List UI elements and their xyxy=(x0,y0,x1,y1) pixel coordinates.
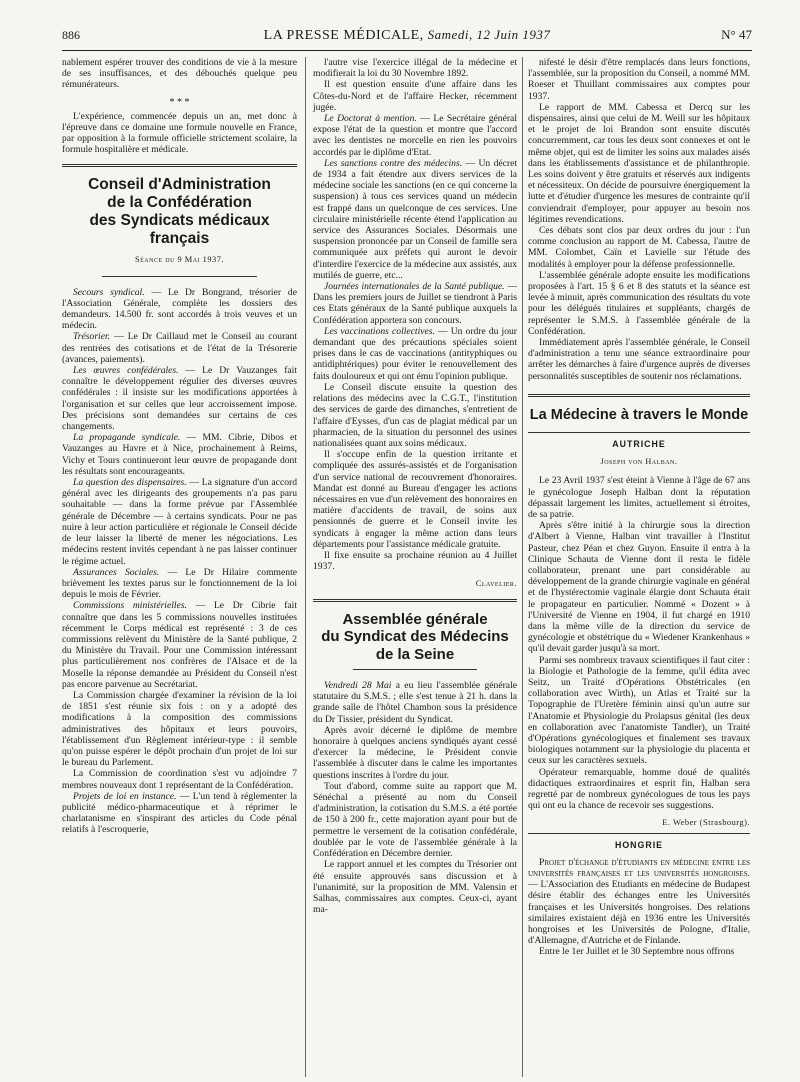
paragraph xyxy=(313,725,517,781)
paragraph-lead: Les œuvres confédérales. xyxy=(73,365,179,377)
paragraph-lead: Commissions ministérielles. xyxy=(73,600,187,612)
paragraph xyxy=(62,768,297,790)
paragraph-text: La Commission chargée d'examiner la révision de la loi de 1851 s'est réunie six fois : on y a adopté des modifications à la composition des commissions administratives des hôpitaux et leurs pouvoirs, l'établissement d'un Règlement intérieur-type : il semble qu'on puisse espérer le dépôt prochain d'un projet de loi sur le bureau du Parlement. xyxy=(62,689,297,769)
paragraph-text: — L'un tend à réglementer la publicité médico-pharmaceutique et à réprimer le charlatanisme en s'inspirant des articles du Code pénal relatifs à l'escroquerie, xyxy=(62,790,297,836)
paragraph xyxy=(62,791,297,836)
paragraph xyxy=(313,326,517,382)
paragraph-lead: Projet d'échange d'étudiants en médecine entre les universités françaises et les universités hongroises. xyxy=(528,856,750,879)
paragraph-lead: La question des dispensaires. xyxy=(73,477,187,489)
section-title-assemblee xyxy=(313,611,517,664)
paragraph-text: Le Conseil discute ensuite la question des relations des médecins avec la C.G.T., l'institution des services de garde des dimanches, s'entretient de l'affaire d'Eysses, d'un cas de plagiat médical par un pharmacien, de la situation du personnel des usines nationalisées quant aux soins médicaux. xyxy=(313,381,517,449)
column-rule xyxy=(305,57,306,1077)
paragraph-text: — Dans les premiers jours de Juillet se tiendront à Paris ces Etats généraux de la Santé publique auxquels la Confédération apportera son concours. xyxy=(313,281,517,326)
paragraph-lead: Trésorier. xyxy=(73,331,111,343)
paragraph xyxy=(313,57,517,79)
double-rule xyxy=(62,164,297,167)
paragraph xyxy=(62,690,297,768)
country-heading: AUTRICHE xyxy=(612,438,666,449)
paragraph xyxy=(313,680,517,725)
rule xyxy=(528,432,750,433)
paragraph-lead: Le Doctorat à mention. xyxy=(324,113,417,125)
paragraph-text: Le 23 Avril 1937 s'est éteint à Vienne à l'âge de 67 ans le gynécologue Joseph Halban dont la réputation dépassait largement les limites, actuellement si étroites, de sa patrie. xyxy=(528,475,750,520)
paragraph-text: a eu lieu l'assemblée générale statutaire du S.M.S. ; elle s'est tenue à 21 h. dans la grande salle de l'hôtel Chambon sous la présidence du Dr Tissier, président du Syndicat. xyxy=(313,680,517,725)
title-line: du Syndicat des Médecins xyxy=(321,628,509,646)
paragraph-lead: Les vaccinations collectives. xyxy=(324,325,435,337)
paragraph-text: Le rapport annuel et les comptes du Trésorier ont été ensuite approuvés sans discussion et à l'unanimité, sur la proposition de MM. Valensin et Salhas, commissaires aux comptes. Ceux-ci, ayant ma- xyxy=(313,859,517,916)
paragraph-text: — MM. Cibrie, Dibos et Vauzanges au Havre et à Nice, prochainement à Reims, Vichy et Tours continueront leur œuvre de propagande dont les résultats sont encourageants. xyxy=(62,432,297,477)
paragraph xyxy=(62,365,297,432)
conseil-body xyxy=(62,287,297,836)
paragraph-text: — Le Dr Bongrand, trésorier de l'Association Générale, complète les dossiers des demandeurs. 14.500 fr. sont accordés à trois veuves et un médecin. xyxy=(62,286,297,332)
paragraph-text: — Le Secrétaire général expose l'état de la question et montre que l'accord avec les dentistes ne morcelle en rien les pouvoirs accordés par le diplôme d'Etat. xyxy=(313,113,517,158)
page-header xyxy=(62,24,752,51)
paragraph xyxy=(62,287,297,332)
hongrie-body xyxy=(528,857,750,958)
paragraph xyxy=(528,520,750,654)
paragraph-text: — Le Dr Vauzanges fait connaître le développement régulier des diverses œuvres confédérales : il insiste sur les modifications apportées à l'organisation et sur celles que leur accroissement impose. Des précisions sont demandées sur certains de ces changements. xyxy=(62,365,297,433)
paragraph-text: Après s'être initié à la chirurgie sous la direction d'Albert à Vienne, Halban vint travailler à l'Institut Pasteur, chez Péan et chez Guyon. Ensuite il entra à la Clinique Schauta de Vienne dont il resta le fidèle collaborateur, prenant une part considérable au développement de la grande chirurgie vaginale en général et de l'hystérectomie vaginale élargie dont Schauta était le propagateur en particulier. Nommé « Dozent » à l'Université de Vienne en 1904, il fut chargé en 1910 dans la même ville de la direction du service de gynécologie et obstétrique du « Wiedener Krankenhaus » qu'il devait garder jusqu'à sa mort. xyxy=(528,520,750,655)
paragraph-lead: La propagande syndicale. xyxy=(73,432,181,444)
paragraph-text: — La signature d'un accord général avec les dirigeants des groupements n'a pas paru souhaitable — dans la forme prévue par l'Assemblée générale de Décembre — à certains syndicats. Pour ne pas nuire à leur action particulière et régionale le Conseil décide de leur laisser la liberté de mener les négociations. Les médecins restent invités cependant à ne pas laisser continuer le régime actuel. xyxy=(62,477,297,567)
paragraph-text: Ces débats sont clos par deux ordres du jour : l'un comme conclusion au rapport de M. Cabessa, l'autre de MM. Colombet, Caïn et Lavielle sur l'étude des modalités à employer pour la défense professionnelle. xyxy=(528,225,750,270)
paragraph-text: Le rapport de MM. Cabessa et Dercq sur les dispensaires, ainsi que celui de M. Weill sur les hôpitaux et le projet de loi Brandon sont ensuite discutés concurremment, car tous les deux sont connexes et ont le même objet, qui est de limiter les soins aux malades aisés dans les établissements d'assistance et de philanthropie. Les soins doivent y être gratuits et réservés aux indigents et nécessiteux. On décide de poursuivre énergiquement la lutte et d'étudier d'urgence les mesures de contrainte qu'il conviendrait d'employer, pour appuyer au besoin nos légitimes revendications. xyxy=(528,101,750,225)
paragraph xyxy=(313,449,517,550)
paragraph xyxy=(313,79,517,113)
paragraph-text: L'assemblée générale adopte ensuite les modifications proposées à l'art. 15 § 6 et 8 des statuts et la séance est levée à minuit, après communication des résultats du vote pour les délégués titulaires et suppléants, chargés de représenter le S.M.S. à l'assemblée générale de la Confédération. xyxy=(528,269,750,337)
signature: E. Weber (Strasbourg). xyxy=(662,818,750,828)
paragraph-text: — Le Dr Caillaud met le Conseil au courant des rentrées des cotisations et de l'état de la Trésorerie (avances, paiements). xyxy=(62,331,297,365)
paragraph xyxy=(528,475,750,520)
double-rule xyxy=(528,394,750,397)
paragraph-text: — Un ordre du jour demandant que des précautions spéciales soient prises dans le cas de vaccinations (antityphiques ou antidiphtériques) pour éviter le renouvellement des faits douloureux et qui ont ému l'opinion publique. xyxy=(313,325,517,382)
paragraph-text: — L'Association des Etudiants en médecine de Budapest désire établir des échanges entre les Universités françaises et les Universités hongroises. Des relations similaires existaient déjà en 1936 entre les Universités hongroises et les Universités de Pologne, d'Italie, d'Allemagne, d'Autriche et de Finlande. xyxy=(528,879,750,947)
signature: Clavelier. xyxy=(475,579,517,589)
double-rule xyxy=(313,599,517,602)
paragraph xyxy=(528,57,750,102)
country-heading: HONGRIE xyxy=(614,839,664,850)
issue-number: N° 47 xyxy=(721,27,752,42)
paragraph xyxy=(528,270,750,337)
assemblee-body-continued xyxy=(528,57,750,382)
paragraph xyxy=(528,102,750,225)
assemblee-body xyxy=(313,680,517,915)
paragraph xyxy=(313,382,517,449)
paragraph-text: Entre le 1er Juillet et le 30 Septembre nous offrons xyxy=(539,946,735,958)
column-3 xyxy=(528,57,750,958)
column-2 xyxy=(313,57,517,915)
paragraph xyxy=(313,550,517,572)
paragraph-text: Après avoir décerné le diplôme de membre honoraire à quelques anciens syndiqués ayant cessé d'exercer la médecine, le Président convie l'assemblée à discuter dans le calme les importantes questions inscrites à l'ordre du jour. xyxy=(313,724,517,781)
paragraph-lead: Journées internationales de la Santé publique. xyxy=(324,281,505,293)
paragraph-text: Tout d'abord, comme suite au rapport que M. Sénéchal a présenté au nom du Conseil d'administration, la cotisation du S.M.S. a été portée de 150 à 200 fr., cette majoration ayant pour but de permettre le versement de la cotisation confédérale, doublée par le vote de l'assemblée générale à la Confédération en Décembre dernier. xyxy=(313,780,517,860)
paragraph-text: Il s'occupe enfin de la question irritante et compliquée des assurés-assistés et de l'organisation d'un service national de recouvrement d'honoraires. Mandat est donné au Bureau d'engager les actions nécessaires en vue d'un relèvement des honoraires en matière d'accidents de travail, de soins aux pensionnés de guerre et le Conseil invite les syndicats à engager la même action dans leurs départements pour l'assistance médicale gratuite. xyxy=(313,449,517,550)
experience-paragraph: L'expérience, commencée depuis un an, met donc à l'épreuve dans ce domaine une formule nouvelle en France, par opposition à la formule officielle strictement scolaire, la formule hospitalière et médicale. xyxy=(62,110,297,156)
paragraph xyxy=(528,337,750,382)
paragraph xyxy=(62,432,297,477)
title-line: des Syndicats médicaux français xyxy=(89,212,270,248)
separator-stars: * * * xyxy=(169,96,190,108)
paragraph xyxy=(313,113,517,158)
autriche-body xyxy=(528,475,750,811)
title-line: de la Seine xyxy=(375,645,455,663)
paragraph xyxy=(62,331,297,365)
paragraph-text: Parmi ses nombreux travaux scientifiques il faut citer : la Biologie et Pathologie de la femme, qu'il édita avec Seitz, un Traité d'Opérations Obstétricales (en collaboration avec Wirth), un Atlas et Traité sur la Topographie de l'Uretère féminin ainsi qu'un autre sur l'Anatomie et Physiologie du Prolapsus génital (les deux en collaboration avec l'anatomiste Tandler), un Traité d'Opérations gynécologiques et finalement ses travaux biologiques notamment sur la physiologie du placenta et ceux sur les caractères sexuels. xyxy=(528,654,750,767)
title-line: Conseil d'Administration xyxy=(88,176,271,194)
paragraph xyxy=(313,281,517,326)
paragraph-lead: Assurances Sociales. xyxy=(73,566,160,578)
paragraph-text: — Un décret de 1934 a fait étendre aux divers services de la médecine sociale les sanctions (en ce qui concerne la suspension) à tous ces services quand un médecin est frappé dans un quelconque de ces services. Une circulaire ministérielle récente étend l'application au service des Assurances Sociales. Désormais une suspension prononcée par un Conseil de famille sera communiquée aux préfets qui auront le devoir d'interdire l'exercice de la médecine aux assistés, aux mutilés de guerre, etc... xyxy=(313,157,518,281)
paragraph xyxy=(62,600,297,690)
column-rule xyxy=(522,57,523,1077)
journal-title xyxy=(62,27,752,44)
issue-date: Samedi, 12 Juin 1937 xyxy=(427,27,551,42)
paragraph xyxy=(528,946,750,957)
journal-name: LA PRESSE MÉDICALE, xyxy=(263,28,424,43)
paragraph-text: Il fixe ensuite sa prochaine réunion au 4 Juillet 1937. xyxy=(313,549,517,573)
paragraph-lead: Projets de loi en instance. xyxy=(73,790,177,802)
paragraph-text: La Commission de coordination s'est vu adjoindre 7 membres nouveaux dont 1 représentant de la Confédération. xyxy=(62,768,297,791)
paragraph-text: — Le Dr Hilaire commente brièvement les textes parus sur le fonctionnement de la loi depuis le mois de Février. xyxy=(62,566,297,601)
paragraph xyxy=(62,567,297,601)
paragraph-text: — Le Dr Cibrie fait connaître que dans les 5 commissions nouvelles instituées récemment le Corps médical est représenté : 3 de ces commissions relèvent du Ministère de la Santé publique, 2 du Ministère du Travail. Pour une Commission intéressant plus particulièrement nos confrères de l'Alsace et de la Moselle la réponse demandée au Président du Conseil n'est pas encore parvenue au Secrétariat. xyxy=(62,600,298,690)
paragraph-text: l'autre vise l'exercice illégal de la médecine et modifierait la loi du 30 Novembre 1892. xyxy=(313,57,517,80)
paragraph-lead: Les sanctions contre des médecins. xyxy=(324,157,463,169)
paragraph xyxy=(313,859,517,915)
section-title-conseil xyxy=(62,176,297,248)
rule xyxy=(528,833,750,834)
paragraph xyxy=(313,781,517,859)
paragraph-text: Immédiatement après l'assemblée générale, le Conseil d'administration a tenu une séance extraordinaire pour arrêter les démarches à faire d'urgence auprès de diverses personnalités susceptibles de soutenir nos réclamations. xyxy=(528,337,750,382)
intro-paragraph: nablement espérer trouver des conditions de vie à la mesure de ses insuffisances, et des débouchés quelque peu rémunérateurs. xyxy=(62,57,297,91)
paragraph-text: nifesté le désir d'être remplacés dans leurs fonctions, l'assemblée, sur la proposition du Conseil, a nommé MM. Roeser et Thuillant commissaires aux comptes pour 1937. xyxy=(528,57,750,102)
paragraph-lead: Secours syndical. xyxy=(73,286,145,298)
session-date: Séance du 9 Mai 1937. xyxy=(134,255,224,265)
paragraph-text: Opérateur remarquable, homme doué de qualités didactiques extraordinaires et esprit fin, Halban sera regretté par de nombreux gynécologues de tous les pays qui ont eu la chance de recevoir ses suggestions. xyxy=(528,766,750,812)
column-1 xyxy=(62,57,297,836)
article-author: Joseph von Halban. xyxy=(600,457,678,467)
conseil-body-continued xyxy=(313,57,517,572)
paragraph xyxy=(528,767,750,812)
paragraph-text: Il est question ensuite d'une affaire dans les Côtes-du-Nord et de l'affaire Hecker, récemment jugée. xyxy=(313,79,517,113)
rule xyxy=(353,669,477,670)
paragraph xyxy=(528,857,750,947)
rule xyxy=(102,276,257,277)
section-title-monde: La Médecine à travers le Monde xyxy=(529,406,749,423)
paragraph xyxy=(62,477,297,567)
paragraph xyxy=(528,225,750,270)
page-number: 886 xyxy=(62,28,80,42)
title-line: Assemblée générale xyxy=(342,610,488,628)
paragraph xyxy=(313,158,517,281)
paragraph xyxy=(528,655,750,767)
title-line: de la Confédération xyxy=(107,194,252,212)
paragraph-lead: Vendredi 28 Mai xyxy=(324,680,392,692)
